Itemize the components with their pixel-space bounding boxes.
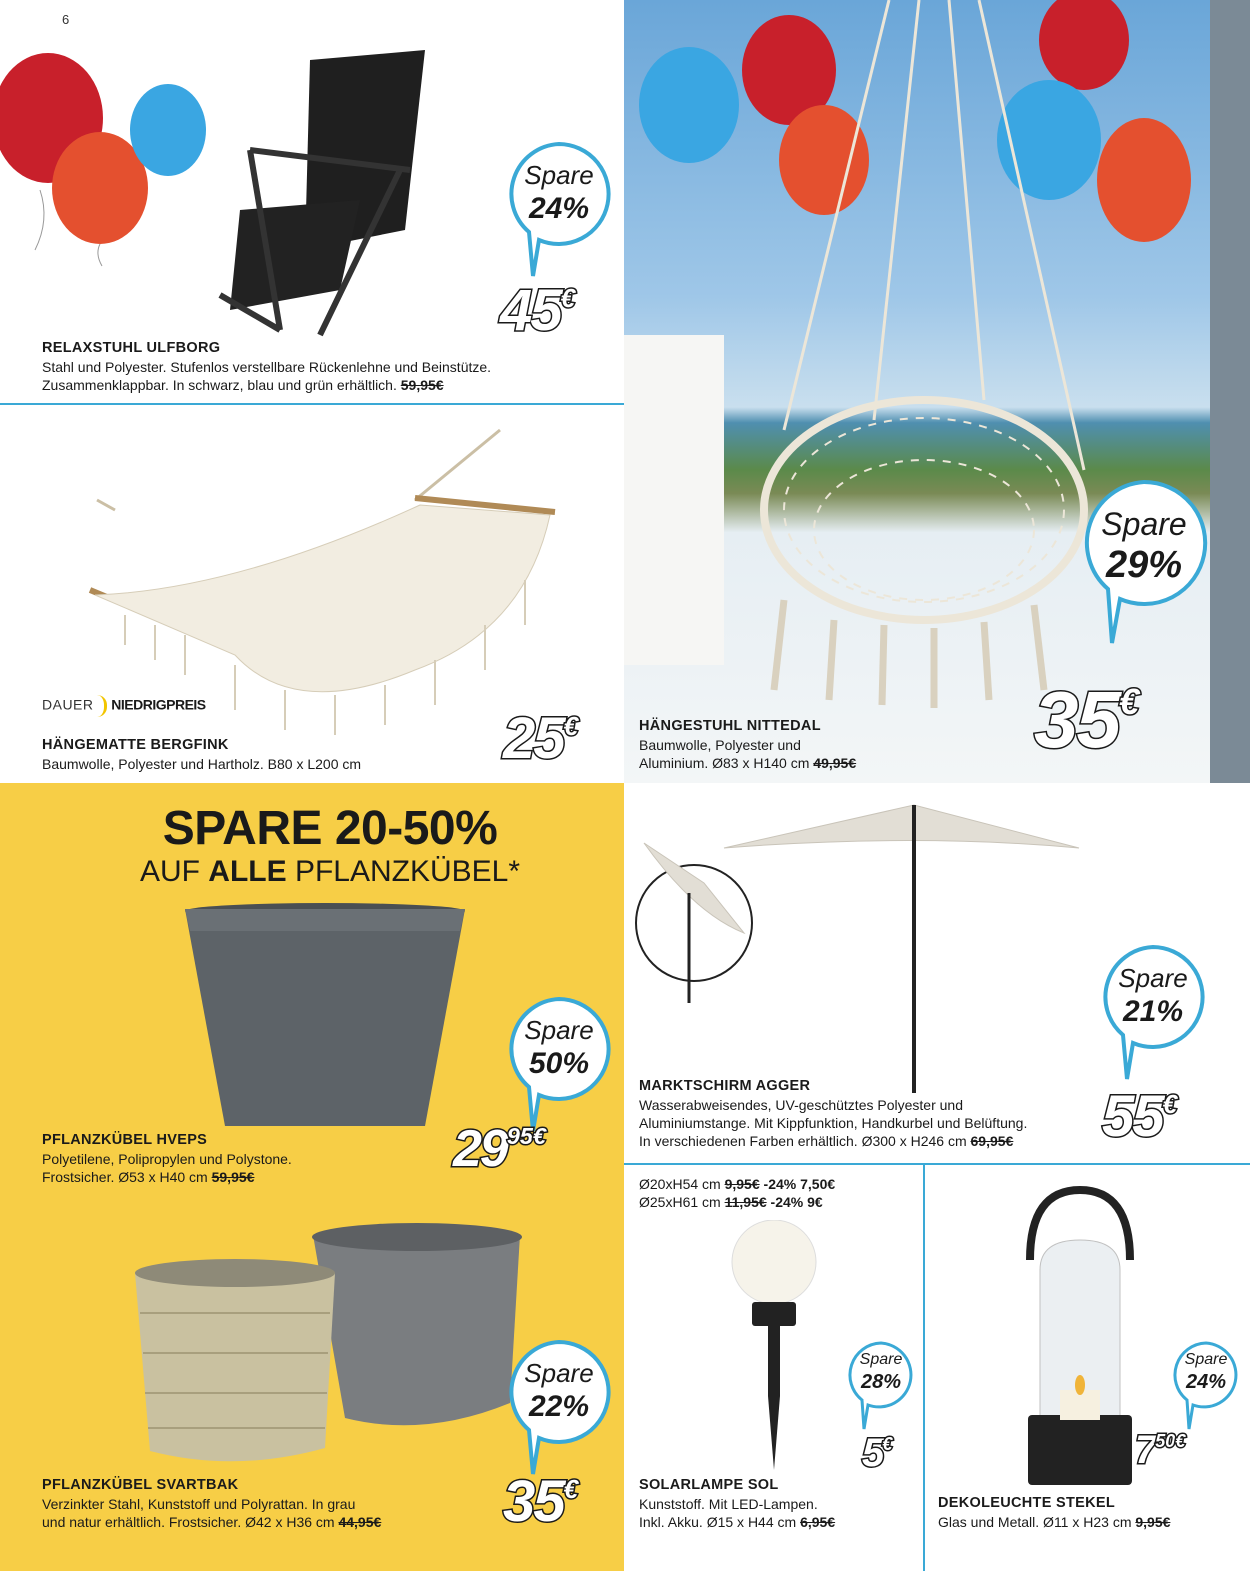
old-price: 59,95€ — [400, 377, 444, 393]
spare-word: Spare — [1184, 1351, 1228, 1368]
relaxstuhl-image — [210, 40, 440, 340]
product-solarlampe — [624, 1165, 923, 1571]
product-relaxstuhl — [0, 0, 624, 403]
product-title: MARKTSCHIRM AGGER — [639, 1078, 811, 1094]
price: 25€ — [503, 706, 579, 771]
size-variants: Ø20xH54 cm 9,95€ -24% 7,50€ Ø25xH61 cm 11,95€ -24% 9€ — [639, 1176, 836, 1210]
promo-headline: SPARE 20-50% — [162, 802, 498, 855]
svartbak-image — [125, 1223, 535, 1473]
product-description: Wasserabweisendes, UV-geschütztes Polyester und Aluminiumstange. Mit Kippfunktion, Handkurbel und Belüftung. In verschiedenen Farben erhältlich. Ø300 x H246 cm 69,95€ — [639, 1097, 1028, 1149]
old-price: 49,95€ — [813, 755, 857, 771]
spare-word: Spare — [524, 1015, 594, 1045]
promo-subline: AUF ALLE PFLANZKÜBEL* — [139, 855, 521, 888]
product-description: Baumwolle, Polyester und Hartholz. B80 x L200 cm — [42, 756, 362, 772]
balloons-image — [0, 30, 220, 270]
spare-word: Spare — [524, 160, 594, 190]
spare-badge — [1079, 478, 1209, 648]
spare-badge — [846, 1340, 916, 1432]
page-number: 6 — [62, 12, 70, 27]
spare-percent: 50% — [528, 1047, 590, 1080]
product-description: Kunststoff. Mit LED-Lampen. Inkl. Akku. Ø15 x H44 cm 6,95€ — [639, 1496, 836, 1530]
price: 5€ — [862, 1431, 893, 1475]
promo-pflanzkuebel — [0, 783, 624, 1571]
agger-image — [634, 793, 1084, 1093]
dauerniedrigpreis-badge: DAUER NIEDRIGPREIS — [42, 695, 206, 717]
spare-percent: 21% — [1122, 995, 1184, 1028]
spare-badge — [505, 140, 613, 280]
spare-percent: 24% — [528, 192, 590, 225]
solarlampe-image — [724, 1220, 824, 1480]
spare-percent: 22% — [528, 1390, 590, 1423]
product-title: HÄNGEMATTE BERGFINK — [42, 737, 229, 753]
old-price: 59,95€ — [211, 1169, 255, 1185]
product-title: RELAXSTUHL ULFBORG — [42, 340, 221, 356]
price: 55€ — [1102, 1084, 1178, 1149]
spare-percent: 28% — [860, 1371, 902, 1393]
product-title: DEKOLEUCHTE STEKEL — [938, 1495, 1115, 1511]
product-description: Glas und Metall. Ø11 x H23 cm 9,95€ — [938, 1514, 1171, 1530]
spare-word: Spare — [1118, 963, 1188, 993]
old-price: 9,95€ — [1135, 1514, 1171, 1530]
price: $7^{50€}$ — [1135, 1428, 1186, 1472]
product-title: HÄNGESTUHL NITTEDAL — [639, 718, 821, 734]
product-description: Baumwolle, Polyester und Aluminium. Ø83 x H140 cm 49,95€ — [639, 737, 857, 771]
haengestuhl-image — [624, 0, 1250, 783]
price: $29^{95€}$ — [453, 1120, 546, 1178]
product-stekel — [925, 1165, 1250, 1571]
old-price: 6,95€ — [800, 1514, 836, 1530]
spare-word: Spare — [524, 1358, 594, 1388]
spare-badge — [1099, 943, 1207, 1083]
spare-percent: 29% — [1105, 544, 1183, 586]
product-haengestuhl — [624, 0, 1250, 783]
product-description: Polyetilene, Polipropylen und Polystone. Frostsicher. Ø53 x H40 cm 59,95€ — [42, 1151, 292, 1185]
price: 45€ — [500, 278, 576, 343]
stekel-image — [1010, 1180, 1150, 1490]
old-price: 44,95€ — [338, 1514, 382, 1530]
spare-badge — [505, 1338, 613, 1478]
spare-badge — [1171, 1340, 1241, 1432]
product-description: Stahl und Polyester. Stufenlos verstellbare Rückenlehne und Beinstütze. Zusammenklappbar. In schwarz, blau und grün erhältlich. 59,95€ — [42, 359, 492, 393]
price: 35€ — [503, 1469, 579, 1534]
product-haengematte — [0, 405, 624, 783]
product-title: SOLARLAMPE SOL — [639, 1477, 779, 1493]
spare-word: Spare — [1101, 506, 1187, 542]
spare-badge — [505, 995, 613, 1135]
haengematte-image — [85, 420, 565, 740]
spare-percent: 24% — [1185, 1371, 1227, 1393]
spare-word: Spare — [859, 1351, 903, 1368]
product-title: PFLANZKÜBEL HVEPS — [42, 1132, 208, 1148]
price: 35€ — [1034, 675, 1140, 764]
old-price: 69,95€ — [970, 1133, 1014, 1149]
product-title: PFLANZKÜBEL SVARTBAK — [42, 1477, 239, 1493]
hveps-image — [180, 901, 470, 1136]
product-agger — [624, 783, 1250, 1163]
product-description: Verzinkter Stahl, Kunststoff und Polyrattan. In grau und natur erhältlich. Frostsicher. Ø42 x H36 cm 44,95€ — [42, 1496, 382, 1530]
